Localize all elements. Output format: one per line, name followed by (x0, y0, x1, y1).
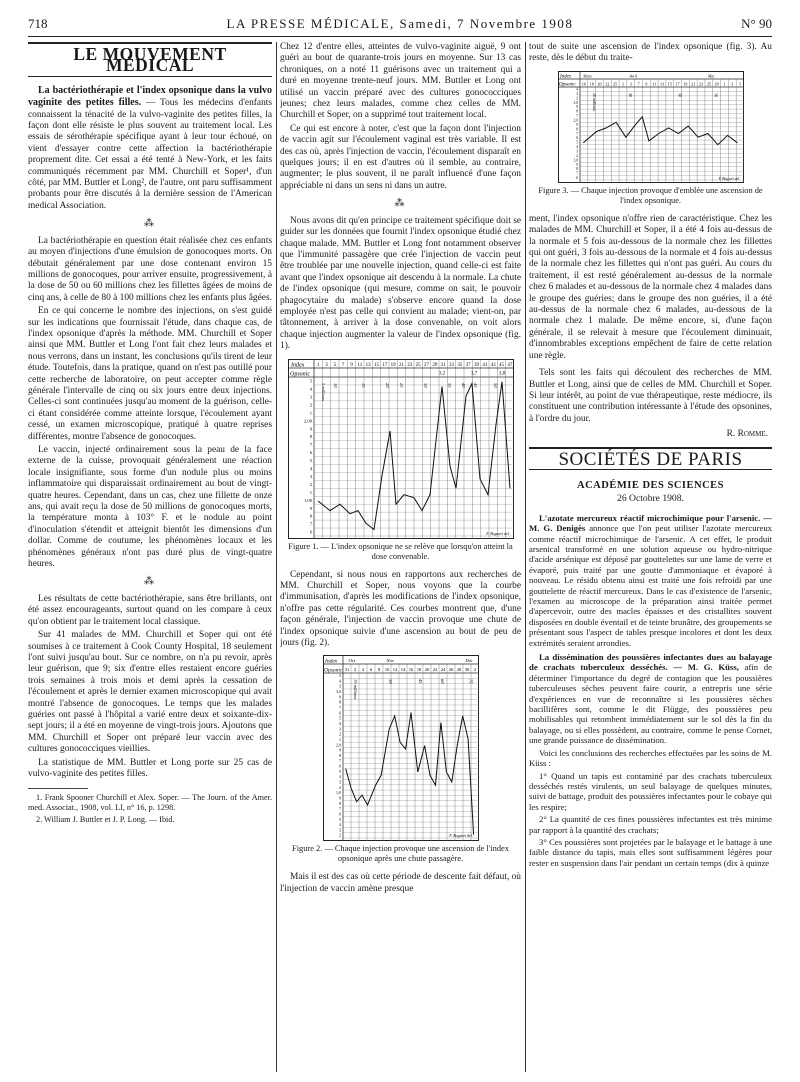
communication-title: L'azotate mercureux réactif microchimique pour l'arsenic. — M. G. Denigès (529, 512, 772, 534)
day-label: 22 (604, 81, 609, 87)
dose-label: 35 (446, 382, 452, 388)
day-label: 28 (456, 667, 461, 673)
day-label: 5 (333, 362, 336, 368)
dose-label: 45 (472, 382, 478, 388)
dose-label: 50 (676, 92, 682, 97)
day-label: 2 (353, 667, 356, 673)
page-header (28, 14, 772, 36)
y-tick-label: 3 (338, 779, 341, 785)
article-headline: La bactériothérapie et l'index opsonique dans la vulvo vaginite des petites filles. (28, 84, 272, 109)
dose-label: 20 (384, 382, 390, 388)
y-tick-label: 7 (309, 521, 312, 527)
y-tick-label: 6 (309, 529, 312, 535)
day-label: 29 (714, 81, 719, 87)
y-tick-label: 2,0 (335, 742, 341, 748)
dose-label: 15 (360, 382, 366, 388)
y-tick-label: 5 (309, 457, 312, 463)
paragraph: — Tous les médecins d'enfants connaissent la ténacité de la vulvo-vaginite des petites filles, la façon dont elle résiste le plus souvent au traitement local. Les essais de sérothérapie spécifique ayant à leur tour échoué, on vient d'essayer contre cette affection la bactériothérapie proprement dite. Cet essai a été tenté à New-York, et les faits communiqués récemment par MM. Churchill et Soper¹, d'un côté, par MM. Buttler et Long², de l'autre, ont paru suffisamment probants pour être discutés à la dernière session de l'American medical Association. (28, 98, 272, 211)
day-label: 22 (432, 667, 437, 673)
y-tick-label: 3,0 (335, 689, 341, 695)
y-tick-label: 8 (309, 513, 312, 519)
y-tick-label: 9 (338, 795, 341, 801)
y-tick-label: 3 (338, 726, 341, 732)
day-label: 3 (324, 362, 328, 368)
y-tick-label: 6 (309, 449, 312, 455)
y-tick-label: 7 (575, 113, 578, 118)
peak-label: 3,7 (470, 371, 477, 377)
y-tick-label: 4 (338, 822, 341, 828)
day-label: 10 (384, 667, 389, 673)
column-2 (280, 42, 521, 1068)
day-label: 27 (423, 362, 429, 368)
y-tick-label: 6 (575, 136, 578, 141)
dose-label: 5 millions (320, 382, 326, 401)
y-tick-label: 7 (575, 171, 578, 176)
day-label: 16 (408, 667, 413, 673)
day-label: 47 (506, 362, 512, 368)
y-tick-label: 3 (338, 684, 341, 690)
day-label: 20 (424, 667, 429, 673)
y-tick-label: 5 (309, 378, 312, 384)
y-tick-label: 1 (309, 489, 312, 495)
y-tick-label: 9 (575, 105, 578, 110)
y-tick-label: 2 (309, 401, 312, 407)
month-label: Nov (386, 658, 394, 664)
dose-label: 60 (439, 679, 445, 684)
page-number: 718 (28, 16, 48, 31)
y-tick-label: 6 (575, 175, 578, 180)
y-tick-label: 4 (338, 774, 341, 780)
paragraph: Ce qui est encore à noter, c'est que la façon dont l'injection de vaccin agit sur l'écoulement vaginal est très variable. Il est des cas où, après l'injection de vaccin, l'écoulement disparaît en quelques jours; il en est d'autres où il semble, au contraire, augmenter; le plus souvent, il ne paraît influencé d'une façon appréciable ni dans un sens ni dans un autre. (280, 123, 521, 191)
paragraph: annonce que l'on peut utiliser l'azotate mercureux comme réactif microchimique de l'arsenic. A cet effet, le produit arsenical transformé en une solution aqueuse ou hydro-nitrique d'acide arsénique est déposé par gouttelettes sur une lame de verre et évaporé, puis traité par une goutte d'ammoniaque et évaporé à nouveau. Le résidu obtenu ainsi est traité une fois refroidi par une gouttelette de réactif mercureux. Dans le cas d'existence de l'arsenic, l'examen au microscope de la préparation ainsi traitée permet d'apercevoir, outre des macles épaisses et des cristallites souvent disposées en double éventail et de teinte brunâtre, des groupements se présentant sous l'aspect de tables presque incolores et dont les deux extrémités seraient arrondies. (529, 523, 772, 648)
day-label: 24 (440, 667, 445, 673)
month-label: Déc (464, 658, 473, 664)
day-label: 3 (629, 81, 632, 87)
dose-label: 10 (332, 382, 338, 388)
y-tick-label: 2,00 (303, 417, 312, 423)
y-tick-label: 4 (575, 87, 578, 92)
day-label: 30 (464, 667, 469, 673)
y-tick-label: 4 (338, 721, 341, 727)
row-label: Opsonic (558, 82, 576, 88)
y-tick-label: 9 (309, 425, 312, 431)
opsonic-index-curve (345, 713, 473, 835)
y-tick-label: 2,0 (573, 118, 578, 123)
day-label: 7 (637, 81, 640, 87)
day-label: 19 (682, 81, 687, 87)
figure-2-caption: Figure 2. — Chaque injection provoque une ascension de l'index opsonique après une chute passagère. (292, 844, 509, 864)
paragraph: La statistique de MM. Buttler et Long porte sur 25 cas de vulvo-vaginite des petites filles. (28, 757, 272, 779)
paragraph: Le vaccin, injecté ordinairement sous la peau de la face externe de la cuisse, provoquait généralement une réaction locale insignifiante, sous forme d'un nodule plus ou moins inflammatoire qui disparaissait ordinairement au bout de vingt-quatre heures. Cependant, dans un cas, chez une fillette de onze ans, qui avait reçu la dose de 50 millions de gonocoques morts, la température monta à 103° F. et le nodule au point d'inoculation s'étendit et atteignit bientôt les dimensions d'un dollar. Comme de coutume, les phénomènes locaux et les phénomènes généraux n'ont pas duré plus de vingt-quatre heures. (28, 445, 272, 570)
day-label: 7 (341, 362, 344, 368)
figure-2-chart (323, 655, 479, 841)
day-label: 17 (675, 81, 680, 87)
y-tick-label: 2 (338, 785, 341, 791)
separator-stars: ⁂ (144, 576, 156, 588)
paragraph: afin de déterminer l'importance du degré de contagion que les poussières tuberculeuses sèches peuvent faire courir, a entrepris une série d'expériences en vue de reconnaître si les poussières sèches bacillifères sont, comme le dit Flügge, des poussières peu mobilisables qui retombent immédiatement sur le sol dès la fin du balayage, ou si elles possèdent, au contraire, comme le pense Cornet, une grande puissance de dissémination. (529, 662, 772, 746)
day-label: 17 (381, 362, 387, 368)
day-label: 4 (361, 667, 364, 673)
paragraph: Sur 41 malades de MM. Churchill et Soper qui ont été soumises à ce traitement à Cook County Hospital, 18 seulement l'ont suivi jusqu'au bout. Sur ce nombre, on n'a pu revoir, après leur guérison, que 9; six d'entre elles restaient encore guéries trois semaines à trois mois et demi après la cessation de l'écoulement et après le dernier examen microscopique qui avait montré l'absence de gonocoques. Le temps que les malades guéries ont passé à l'hôpital a varié entre deux et soixante-dix-sept jours; il a été en moyenne de vingt-trois jours. Ajoutons que MM. Churchill et Soper ont préparé leur vaccin avec des cultures gonococciques vieillies. (28, 630, 272, 755)
y-tick-label: 1 (309, 409, 312, 415)
y-tick-label: 8 (338, 801, 341, 807)
section-title: SOCIÉTÉS DE PARIS (529, 447, 772, 470)
day-label: 14 (400, 667, 405, 673)
issue-number: N° 90 (741, 16, 772, 31)
column-1 (28, 42, 272, 1068)
row-label: Opsonic (323, 667, 342, 674)
paragraph: Chez 12 d'entre elles, atteintes de vulvo-vaginite aiguë, 9 ont guéri au bout de quarante-trois jours en moyenne. Sur 13 cas chroniques, on a noté 11 guérisons avec un traitement qui a duré en moyenne trente-neuf jours. MM. Buttler et Long ont utilisé un vaccin préparé avec des cultures gonococciques jeunes; chez leurs malades, comme chez celles de MM. Churchill et Soper, on a supprimé tout traitement local. (280, 42, 521, 121)
y-tick-label: 8 (575, 167, 578, 172)
section-title: LE MOUVEMENT MÉDICAL (28, 42, 272, 77)
figure-3-chart (558, 71, 744, 183)
paragraph: Tels sont les faits qui découlent des recherches de MM. Buttler et Long, ainsi que de celles de MM. Churchill et Soper. Si leur intérêt, au point de vue thérapeutique, reste médiocre, ils constituent une contribution intéressante à l'étude des opsonines, à l'ordre du jour. (529, 368, 772, 424)
y-tick-label: 9 (338, 747, 341, 753)
day-label: 1 (621, 81, 624, 87)
figure-1-caption: Figure 1. — L'index opsonique ne se relève que lorsqu'on atteint la dose convenable. (288, 541, 513, 561)
day-label: 29 (431, 362, 437, 368)
day-label: 37 (465, 362, 471, 368)
peak-label: 3,2 (438, 371, 445, 377)
day-label: 9 (644, 81, 647, 87)
y-tick-label: 3 (309, 473, 312, 479)
y-tick-label: 2 (575, 153, 578, 158)
y-tick-label: 4 (575, 144, 578, 149)
y-tick-label: 1 (338, 737, 341, 743)
row-label: Index (559, 74, 571, 80)
paragraph: Nous avons dit qu'en principe ce traitement spécifique doit se guider sur les données que fournit l'index opsonique étudié chez chaque malade. MM. Buttler et Long font notamment observer que l'immunité passagère que crée l'injection de vaccin peut être troublée par une nouvelle injection, quand celle-ci est faite avant que l'index opsonique ait descendu à la normale. La chute de l'index opsonique (qui mesure, comme on sait, le pouvoir phagocytaire du malade) s'observe encore quand la dose employée n'est pas celle qui convient au malade; vient-on, par tâtonnement, à arriver à la dose convenable, on voit alors chaque injection augmenter la valeur de l'index opsonique (fig. 1). (280, 215, 521, 352)
engraver-credit: F. Bogaert del. (448, 833, 473, 839)
day-label: 5 (738, 81, 741, 87)
y-tick-label: 3 (575, 91, 578, 96)
y-tick-label: 1,0 (335, 790, 341, 796)
day-label: 1 (722, 81, 725, 87)
y-tick-label: 8 (309, 433, 312, 439)
day-label: 31 (344, 667, 349, 673)
y-tick-label: 8 (338, 753, 341, 759)
day-label: 15 (667, 81, 672, 87)
column-3 (529, 42, 772, 1068)
day-label: 43 (490, 362, 496, 368)
day-label: 8 (377, 667, 380, 673)
footnote: 2. William J. Buttler et J. P. Long. — Ibid. (36, 815, 175, 825)
day-label: 12 (392, 667, 397, 673)
day-label: 25 (612, 81, 617, 87)
dose-label: 30 (627, 92, 633, 97)
day-label: 21 (690, 81, 695, 87)
journal-title: LA PRESSE MÉDICALE, Samedi, 7 Novembre 1908 (226, 16, 574, 31)
dose-label: 45 (417, 679, 423, 684)
day-label: 18 (589, 81, 594, 87)
y-tick-label: 7 (338, 758, 341, 764)
y-tick-label: 7 (338, 806, 341, 812)
communication-title: La dissémination des poussières infectantes dues au balayage de crachats tuberculeux desséchés. — M. G. Küss, (529, 652, 772, 673)
opsonic-index-curve (583, 117, 737, 145)
day-label: 11 (356, 362, 362, 368)
y-tick-label: 8 (575, 127, 578, 132)
paragraph: Voici les conclusions des recherches effectuées par les soins de M. Küss : (529, 747, 772, 769)
figure-1-chart (288, 359, 514, 539)
dose-label: 15 millions (352, 679, 358, 700)
day-label: 21 (398, 362, 404, 368)
day-label: 9 (349, 362, 353, 368)
paragraph: tout de suite une ascension de l'index opsonique (fig. 3). Au reste, dès le début du traite- (529, 42, 772, 64)
list-item: 2° La quantité de ces fines poussières infectantes est très minime par rapport à la quantité des crachats; (529, 814, 772, 835)
header-rule (28, 36, 772, 37)
day-label: 6 (369, 667, 372, 673)
y-tick-label: 9 (575, 162, 578, 167)
y-tick-label: 4 (309, 465, 312, 471)
dose-label: 30 (422, 382, 428, 388)
day-label: 39 (473, 362, 479, 368)
day-label: 16 (581, 81, 586, 87)
y-tick-label: 4 (338, 678, 341, 684)
y-tick-label: 8 (338, 700, 341, 706)
y-tick-label: 3 (309, 394, 312, 400)
figure-3-caption: Figure 3. — Chaque injection provoque d'emblée une ascension de l'index opsonique. (538, 185, 763, 205)
day-label: 31 (440, 362, 446, 368)
y-tick-label: 2 (309, 481, 312, 487)
day-label: 33 (448, 362, 454, 368)
row-label: Opsonic (289, 371, 310, 378)
day-label: 41 (481, 362, 487, 368)
month-label: Oct (347, 658, 355, 664)
dose-label: 30 (387, 679, 393, 684)
month-label: Avril (628, 73, 637, 79)
row-label: Index (324, 658, 337, 665)
y-tick-label: 7 (309, 441, 312, 447)
dose-label: 70 (712, 92, 718, 97)
y-tick-label: 6 (338, 763, 341, 769)
y-tick-label: 9 (575, 122, 578, 127)
day-label: 2 (473, 667, 476, 673)
day-label: 13 (365, 362, 371, 368)
engraver-credit: F. Bogaert del. (718, 176, 740, 181)
day-label: 25 (415, 362, 421, 368)
dose-label: 25 (398, 382, 404, 388)
y-tick-label: 1,0 (573, 158, 578, 163)
paragraph: ment, l'index opsonique n'offre rien de caractéristique. Chez les malades de MM. Churchill et Soper, il a été 4 fois au-dessus de la normale et 5 fois au-dessous de la normale chez les fillettes qui ont guéri, 3 fois au-dessous de la normale et 4 fois au-dessus de la normale chez les fillettes qui n'ont pas guéri. Au cours du traitement, il est resté généralement au-dessus de la normale chez 6 malades et au-dessous de la normale chez 4 malades dans le groupe des guéries; dans le groupe des non guéries, il a été au-dessus de la normale chez 6 malades, au-dessous de la normale chez 1 malade. De même encore, si, d'une façon générale, il se relevait à mesure que l'écoulement diminuait, d'innombrables exceptions empêchent de faire de cette relation une règle. (529, 213, 772, 361)
column-rule (276, 42, 277, 1072)
month-label: Mai (707, 73, 714, 79)
y-tick-label: 5 (575, 140, 578, 145)
figure-2 (280, 655, 521, 864)
footnote-rule (28, 788, 88, 789)
day-label: 45 (498, 362, 504, 368)
y-tick-label: 5 (338, 817, 341, 823)
separator-stars: ⁂ (394, 198, 407, 210)
day-label: 35 (456, 362, 462, 368)
academy-heading: ACADÉMIE DES SCIENCES (576, 479, 725, 491)
figure-1 (280, 359, 521, 562)
list-item: 1° Quand un tapis est contaminé par des crachats tuberculeux desséchés restés virulents, un seul balayage de quelques minutes, suivi de battage, produit des poussières infectantes pour le cobaye qui les respire; (529, 770, 772, 812)
row-label: Index (290, 362, 304, 369)
dose-label: 75 (467, 679, 473, 684)
y-tick-label: 9 (309, 505, 312, 511)
y-tick-label: 2 (575, 96, 578, 101)
paragraph: Les résultats de cette bactériothérapie, sans être brillants, ont été assez encourageants, surtout quand on les compare à ceux qu'on obtient par le traitement local classique. (28, 593, 272, 627)
column-rule (525, 42, 526, 1072)
y-tick-label: 8 (575, 109, 578, 114)
day-label: 26 (448, 667, 453, 673)
figure-3 (529, 71, 772, 206)
paragraph: La bactériothérapie en question était réalisée chez ces enfants au moyen d'injections d'une émulsion de gonocoques morts. On débutait généralement par une dose contenant environ 15 millions de gonocoques, pour arriver ensuite, progressivement, à la dose de 50 ou 60 millions chez les fillettes âgées de moins de cinq ans, à celle de 80 à 100 millions chez les enfants plus âgées. (28, 235, 272, 303)
y-tick-label: 3 (338, 827, 341, 833)
footnote: 1. Frank Spooner Churchill et Alex. Soper. — The Journ. of the Amer. med. Associat., 1908, vol. LI, n° 16, p. 1298. (28, 793, 272, 813)
y-tick-label: 5 (338, 769, 341, 775)
day-label: 20 (597, 81, 602, 87)
day-label: 25 (706, 81, 711, 87)
dose-label: 20 millions (591, 92, 597, 111)
y-tick-label: 7 (575, 131, 578, 136)
day-label: 3 (730, 81, 733, 87)
y-tick-label: 6 (338, 811, 341, 817)
day-label: 23 (406, 362, 412, 368)
paragraph: Mais il est des cas où cette période de descente fait défaut, où l'injection de vaccin amène presque (280, 872, 521, 894)
y-tick-label: 6 (338, 710, 341, 716)
month-label: Mars (582, 73, 592, 79)
dose-label: 40 (460, 382, 466, 388)
day-label: 11 (651, 81, 656, 87)
list-item: 3° Ces poussières sont projetées par le balayage et le battage à une faible distance du tapis, mais elles sont suffisamment légères pour rester en suspension dans l'air pendant un certain temps (dix à quinze (529, 836, 772, 868)
y-tick-label: 2 (338, 833, 341, 839)
day-label: 15 (373, 362, 379, 368)
paragraph: Cependant, si nous nous en rapportons aux recherches de MM. Churchill et Soper, nous voyons que la courbe d'immunisation, d'après les modifications de l'index opsonique, n'offre pas cette régularité. Ces courbes montrent que, d'une façon générale, l'injection de vaccin provoque une chute de l'index opsonique suivie d'une ascension au bout de peu de jours (fig. 2). (280, 569, 521, 648)
dose-label: 50 (492, 382, 498, 388)
peak-label: 3,8 (498, 371, 505, 377)
y-tick-label: 9 (338, 694, 341, 700)
author-signature: R. Romme. (726, 429, 768, 440)
y-tick-label: 1,00 (303, 497, 312, 503)
y-tick-label: 4 (309, 386, 312, 392)
day-label: 13 (659, 81, 664, 87)
session-date: 26 Octobre 1908. (617, 493, 684, 505)
y-tick-label: 5 (338, 673, 341, 679)
paragraph: En ce qui concerne le nombre des injections, on s'est guidé sur les indications que fournissait l'étude, dans chaque cas, de l'index opsonique d'après la méthode. MM. Churchill et Soper ainsi que MM. Buttler et Long l'ont fait chez leurs malades et nous verrons, dans un instant, les conclusions qu'ils tirent de leur étude. Toutefois, dans la pratique, quand on n'est pas outillé pour cette recherche de laboratoire, on peut accepter comme règle générale l'intervalle de cinq ou six jours entre deux injections. Celles-ci sont continuées jusqu'au moment de la guérison, celle-ci étant considérée comme atteinte lorsque, l'écoulement ayant cessé, un examen microscopique, pratiqué à quatre reprises différentes, montre l'absence de gonocoques. (28, 306, 272, 442)
engraver-credit: F. Bogaert del. (485, 530, 510, 536)
y-tick-label: 7 (338, 705, 341, 711)
y-tick-label: 3 (575, 149, 578, 154)
y-tick-label: 5 (338, 716, 341, 722)
day-label: 23 (698, 81, 703, 87)
y-tick-label: 3,0 (573, 100, 578, 105)
y-tick-label: 2 (338, 732, 341, 738)
day-label: 18 (416, 667, 421, 673)
separator-stars: ⁂ (144, 218, 156, 230)
day-label: 19 (390, 362, 396, 368)
day-label: 1 (316, 362, 319, 368)
